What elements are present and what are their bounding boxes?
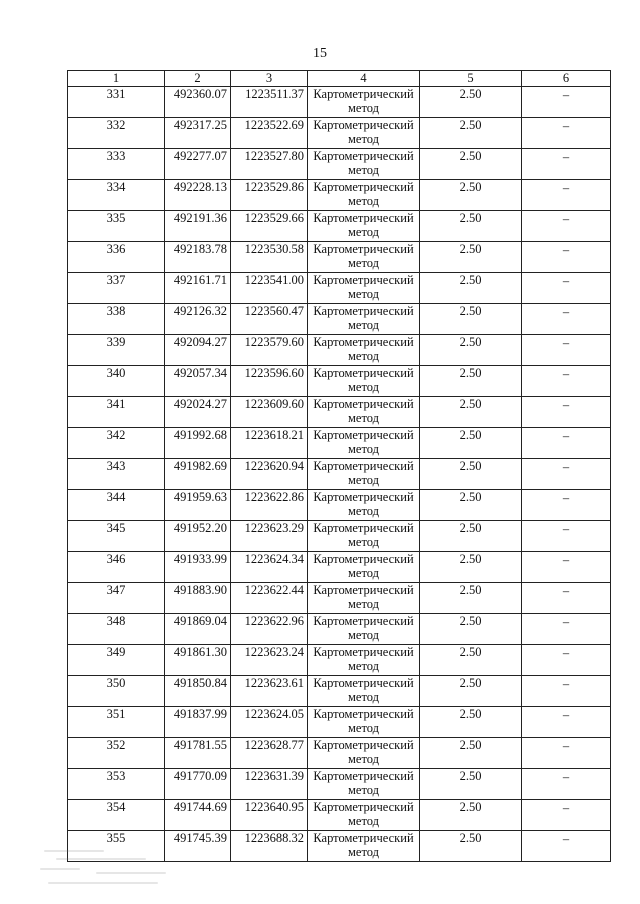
x-coordinate-cell: 492094.27 [165,335,231,366]
y-coordinate-cell: 1223622.44 [231,583,308,614]
table-row [68,273,611,304]
description-cell: – [522,800,611,831]
column-header-y: 3 [231,71,308,87]
accuracy-cell: 2.50 [420,304,522,335]
method-cell [308,366,420,397]
point-number-cell: 335 [68,211,165,242]
method-cell [308,521,420,552]
method-line-2: метод [347,721,379,735]
method-line-2: метод [347,132,379,146]
method-line-2: метод [347,504,379,518]
method-line-1: Картометрический [313,242,414,256]
accuracy-cell: 2.50 [420,366,522,397]
method-line-1: Картометрический [313,428,414,442]
point-number-cell: 353 [68,769,165,800]
point-number-cell: 354 [68,800,165,831]
table-row [68,242,611,273]
point-number-cell: 338 [68,304,165,335]
method-line-1: Картометрический [313,211,414,225]
accuracy-cell: 2.50 [420,490,522,521]
point-number-cell: 341 [68,397,165,428]
method-cell [308,273,420,304]
method-line-2: метод [347,535,379,549]
method-line-2: метод [347,473,379,487]
x-coordinate-cell: 491861.30 [165,645,231,676]
table-row [68,335,611,366]
method-line-2: метод [347,256,379,270]
accuracy-cell: 2.50 [420,831,522,862]
description-cell: – [522,180,611,211]
description-cell: – [522,738,611,769]
description-cell: – [522,459,611,490]
x-coordinate-cell: 492024.27 [165,397,231,428]
point-number-cell: 334 [68,180,165,211]
y-coordinate-cell: 1223640.95 [231,800,308,831]
table-row [68,211,611,242]
description-cell: – [522,645,611,676]
accuracy-cell: 2.50 [420,428,522,459]
x-coordinate-cell: 492161.71 [165,273,231,304]
description-cell: – [522,242,611,273]
y-coordinate-cell: 1223620.94 [231,459,308,490]
method-line-2: метод [347,845,379,859]
accuracy-cell: 2.50 [420,800,522,831]
column-header-point-number: 1 [68,71,165,87]
description-cell: – [522,521,611,552]
description-cell: – [522,87,611,118]
point-number-cell: 340 [68,366,165,397]
accuracy-cell: 2.50 [420,397,522,428]
description-cell: – [522,707,611,738]
method-line-1: Картометрический [313,583,414,597]
method-cell [308,831,420,862]
table-row [68,769,611,800]
y-coordinate-cell: 1223596.60 [231,366,308,397]
x-coordinate-cell: 491745.39 [165,831,231,862]
method-line-2: метод [347,690,379,704]
description-cell: – [522,335,611,366]
page-number: 15 [313,46,327,61]
header-row [68,71,611,87]
y-coordinate-cell: 1223618.21 [231,428,308,459]
accuracy-cell: 2.50 [420,180,522,211]
point-number-cell: 332 [68,118,165,149]
description-cell: – [522,490,611,521]
accuracy-cell: 2.50 [420,242,522,273]
table-row [68,366,611,397]
method-cell [308,459,420,490]
y-coordinate-cell: 1223609.60 [231,397,308,428]
method-cell [308,552,420,583]
x-coordinate-cell: 492277.07 [165,149,231,180]
description-cell: – [522,831,611,862]
x-coordinate-cell: 491770.09 [165,769,231,800]
x-coordinate-cell: 492191.36 [165,211,231,242]
accuracy-cell: 2.50 [420,676,522,707]
accuracy-cell: 2.50 [420,614,522,645]
y-coordinate-cell: 1223530.58 [231,242,308,273]
method-cell [308,645,420,676]
method-line-1: Картометрический [313,459,414,473]
x-coordinate-cell: 491837.99 [165,707,231,738]
column-header-accuracy: 5 [420,71,522,87]
method-cell [308,118,420,149]
method-cell [308,397,420,428]
method-cell [308,490,420,521]
table-row [68,645,611,676]
faint-stamp-mark [36,842,186,892]
method-line-2: метод [347,101,379,115]
x-coordinate-cell: 491992.68 [165,428,231,459]
accuracy-cell: 2.50 [420,552,522,583]
accuracy-cell: 2.50 [420,335,522,366]
x-coordinate-cell: 491781.55 [165,738,231,769]
table-row [68,397,611,428]
method-line-2: метод [347,225,379,239]
point-number-cell: 346 [68,552,165,583]
y-coordinate-cell: 1223624.34 [231,552,308,583]
y-coordinate-cell: 1223628.77 [231,738,308,769]
x-coordinate-cell: 491850.84 [165,676,231,707]
method-line-2: метод [347,783,379,797]
y-coordinate-cell: 1223622.86 [231,490,308,521]
method-cell [308,614,420,645]
method-line-1: Картометрический [313,614,414,628]
method-line-1: Картометрический [313,831,414,845]
method-line-1: Картометрический [313,645,414,659]
y-coordinate-cell: 1223560.47 [231,304,308,335]
accuracy-cell: 2.50 [420,118,522,149]
description-cell: – [522,118,611,149]
accuracy-cell: 2.50 [420,273,522,304]
point-number-cell: 351 [68,707,165,738]
method-cell [308,180,420,211]
point-number-cell: 333 [68,149,165,180]
y-coordinate-cell: 1223623.61 [231,676,308,707]
method-line-2: метод [347,442,379,456]
y-coordinate-cell: 1223688.32 [231,831,308,862]
table-row [68,552,611,583]
method-line-1: Картометрический [313,335,414,349]
table-row [68,87,611,118]
point-number-cell: 345 [68,521,165,552]
table-row [68,583,611,614]
method-line-2: метод [347,163,379,177]
description-cell: – [522,397,611,428]
description-cell: – [522,273,611,304]
accuracy-cell: 2.50 [420,769,522,800]
point-number-cell: 350 [68,676,165,707]
point-number-cell: 336 [68,242,165,273]
x-coordinate-cell: 491869.04 [165,614,231,645]
table-row [68,614,611,645]
table-row [68,304,611,335]
accuracy-cell: 2.50 [420,211,522,242]
x-coordinate-cell: 492183.78 [165,242,231,273]
method-line-2: метод [347,597,379,611]
method-line-1: Картометрический [313,273,414,287]
method-line-2: метод [347,814,379,828]
column-header-x: 2 [165,71,231,87]
accuracy-cell: 2.50 [420,645,522,676]
table-row [68,521,611,552]
method-line-1: Картометрический [313,490,414,504]
point-number-cell: 339 [68,335,165,366]
y-coordinate-cell: 1223529.86 [231,180,308,211]
x-coordinate-cell: 492317.25 [165,118,231,149]
method-line-1: Картометрический [313,800,414,814]
method-cell [308,335,420,366]
accuracy-cell: 2.50 [420,583,522,614]
method-cell [308,149,420,180]
y-coordinate-cell: 1223541.00 [231,273,308,304]
description-cell: – [522,149,611,180]
description-cell: – [522,769,611,800]
method-line-1: Картометрический [313,521,414,535]
y-coordinate-cell: 1223511.37 [231,87,308,118]
table-row [68,180,611,211]
method-line-2: метод [347,659,379,673]
method-line-2: метод [347,287,379,301]
method-cell [308,738,420,769]
table-row [68,800,611,831]
method-line-2: метод [347,566,379,580]
accuracy-cell: 2.50 [420,707,522,738]
x-coordinate-cell: 492057.34 [165,366,231,397]
x-coordinate-cell: 491952.20 [165,521,231,552]
table-row [68,459,611,490]
method-cell [308,707,420,738]
method-cell [308,676,420,707]
method-line-1: Картометрический [313,676,414,690]
method-line-1: Картометрический [313,87,414,101]
x-coordinate-cell: 492228.13 [165,180,231,211]
x-coordinate-cell: 491959.63 [165,490,231,521]
method-cell [308,428,420,459]
method-line-1: Картометрический [313,769,414,783]
y-coordinate-cell: 1223622.96 [231,614,308,645]
method-line-1: Картометрический [313,366,414,380]
y-coordinate-cell: 1223527.80 [231,149,308,180]
method-line-1: Картометрический [313,118,414,132]
x-coordinate-cell: 492126.32 [165,304,231,335]
x-coordinate-cell: 491744.69 [165,800,231,831]
accuracy-cell: 2.50 [420,149,522,180]
table-row [68,738,611,769]
method-cell [308,87,420,118]
y-coordinate-cell: 1223624.05 [231,707,308,738]
y-coordinate-cell: 1223529.66 [231,211,308,242]
coordinates-table [67,70,611,862]
x-coordinate-cell: 491933.99 [165,552,231,583]
table-row [68,490,611,521]
accuracy-cell: 2.50 [420,459,522,490]
method-cell [308,304,420,335]
method-line-2: метод [347,380,379,394]
column-header-description: 6 [522,71,611,87]
method-line-1: Картометрический [313,180,414,194]
x-coordinate-cell: 491883.90 [165,583,231,614]
point-number-cell: 342 [68,428,165,459]
description-cell: – [522,366,611,397]
description-cell: – [522,583,611,614]
description-cell: – [522,304,611,335]
point-number-cell: 343 [68,459,165,490]
method-cell [308,800,420,831]
accuracy-cell: 2.50 [420,521,522,552]
description-cell: – [522,676,611,707]
method-line-2: метод [347,752,379,766]
description-cell: – [522,211,611,242]
method-line-2: метод [347,318,379,332]
method-cell [308,211,420,242]
table-row [68,149,611,180]
point-number-cell: 347 [68,583,165,614]
description-cell: – [522,614,611,645]
accuracy-cell: 2.50 [420,738,522,769]
y-coordinate-cell: 1223631.39 [231,769,308,800]
point-number-cell: 348 [68,614,165,645]
y-coordinate-cell: 1223579.60 [231,335,308,366]
method-cell [308,769,420,800]
y-coordinate-cell: 1223522.69 [231,118,308,149]
description-cell: – [522,552,611,583]
point-number-cell: 331 [68,87,165,118]
table-header [68,71,611,87]
method-cell [308,242,420,273]
point-number-cell: 349 [68,645,165,676]
column-header-method: 4 [308,71,420,87]
method-cell [308,583,420,614]
point-number-cell: 355 [68,831,165,862]
point-number-cell: 337 [68,273,165,304]
table-row [68,428,611,459]
method-line-2: метод [347,628,379,642]
method-line-1: Картометрический [313,397,414,411]
x-coordinate-cell: 491982.69 [165,459,231,490]
method-line-2: метод [347,194,379,208]
table-row [68,707,611,738]
method-line-1: Картометрический [313,738,414,752]
table-row [68,118,611,149]
description-cell: – [522,428,611,459]
method-line-2: метод [347,349,379,363]
x-coordinate-cell: 492360.07 [165,87,231,118]
method-line-1: Картометрический [313,149,414,163]
method-line-2: метод [347,411,379,425]
point-number-cell: 352 [68,738,165,769]
table-body [68,87,611,862]
method-line-1: Картометрический [313,552,414,566]
table-row [68,676,611,707]
method-line-1: Картометрический [313,707,414,721]
method-line-1: Картометрический [313,304,414,318]
point-number-cell: 344 [68,490,165,521]
y-coordinate-cell: 1223623.24 [231,645,308,676]
y-coordinate-cell: 1223623.29 [231,521,308,552]
accuracy-cell: 2.50 [420,87,522,118]
